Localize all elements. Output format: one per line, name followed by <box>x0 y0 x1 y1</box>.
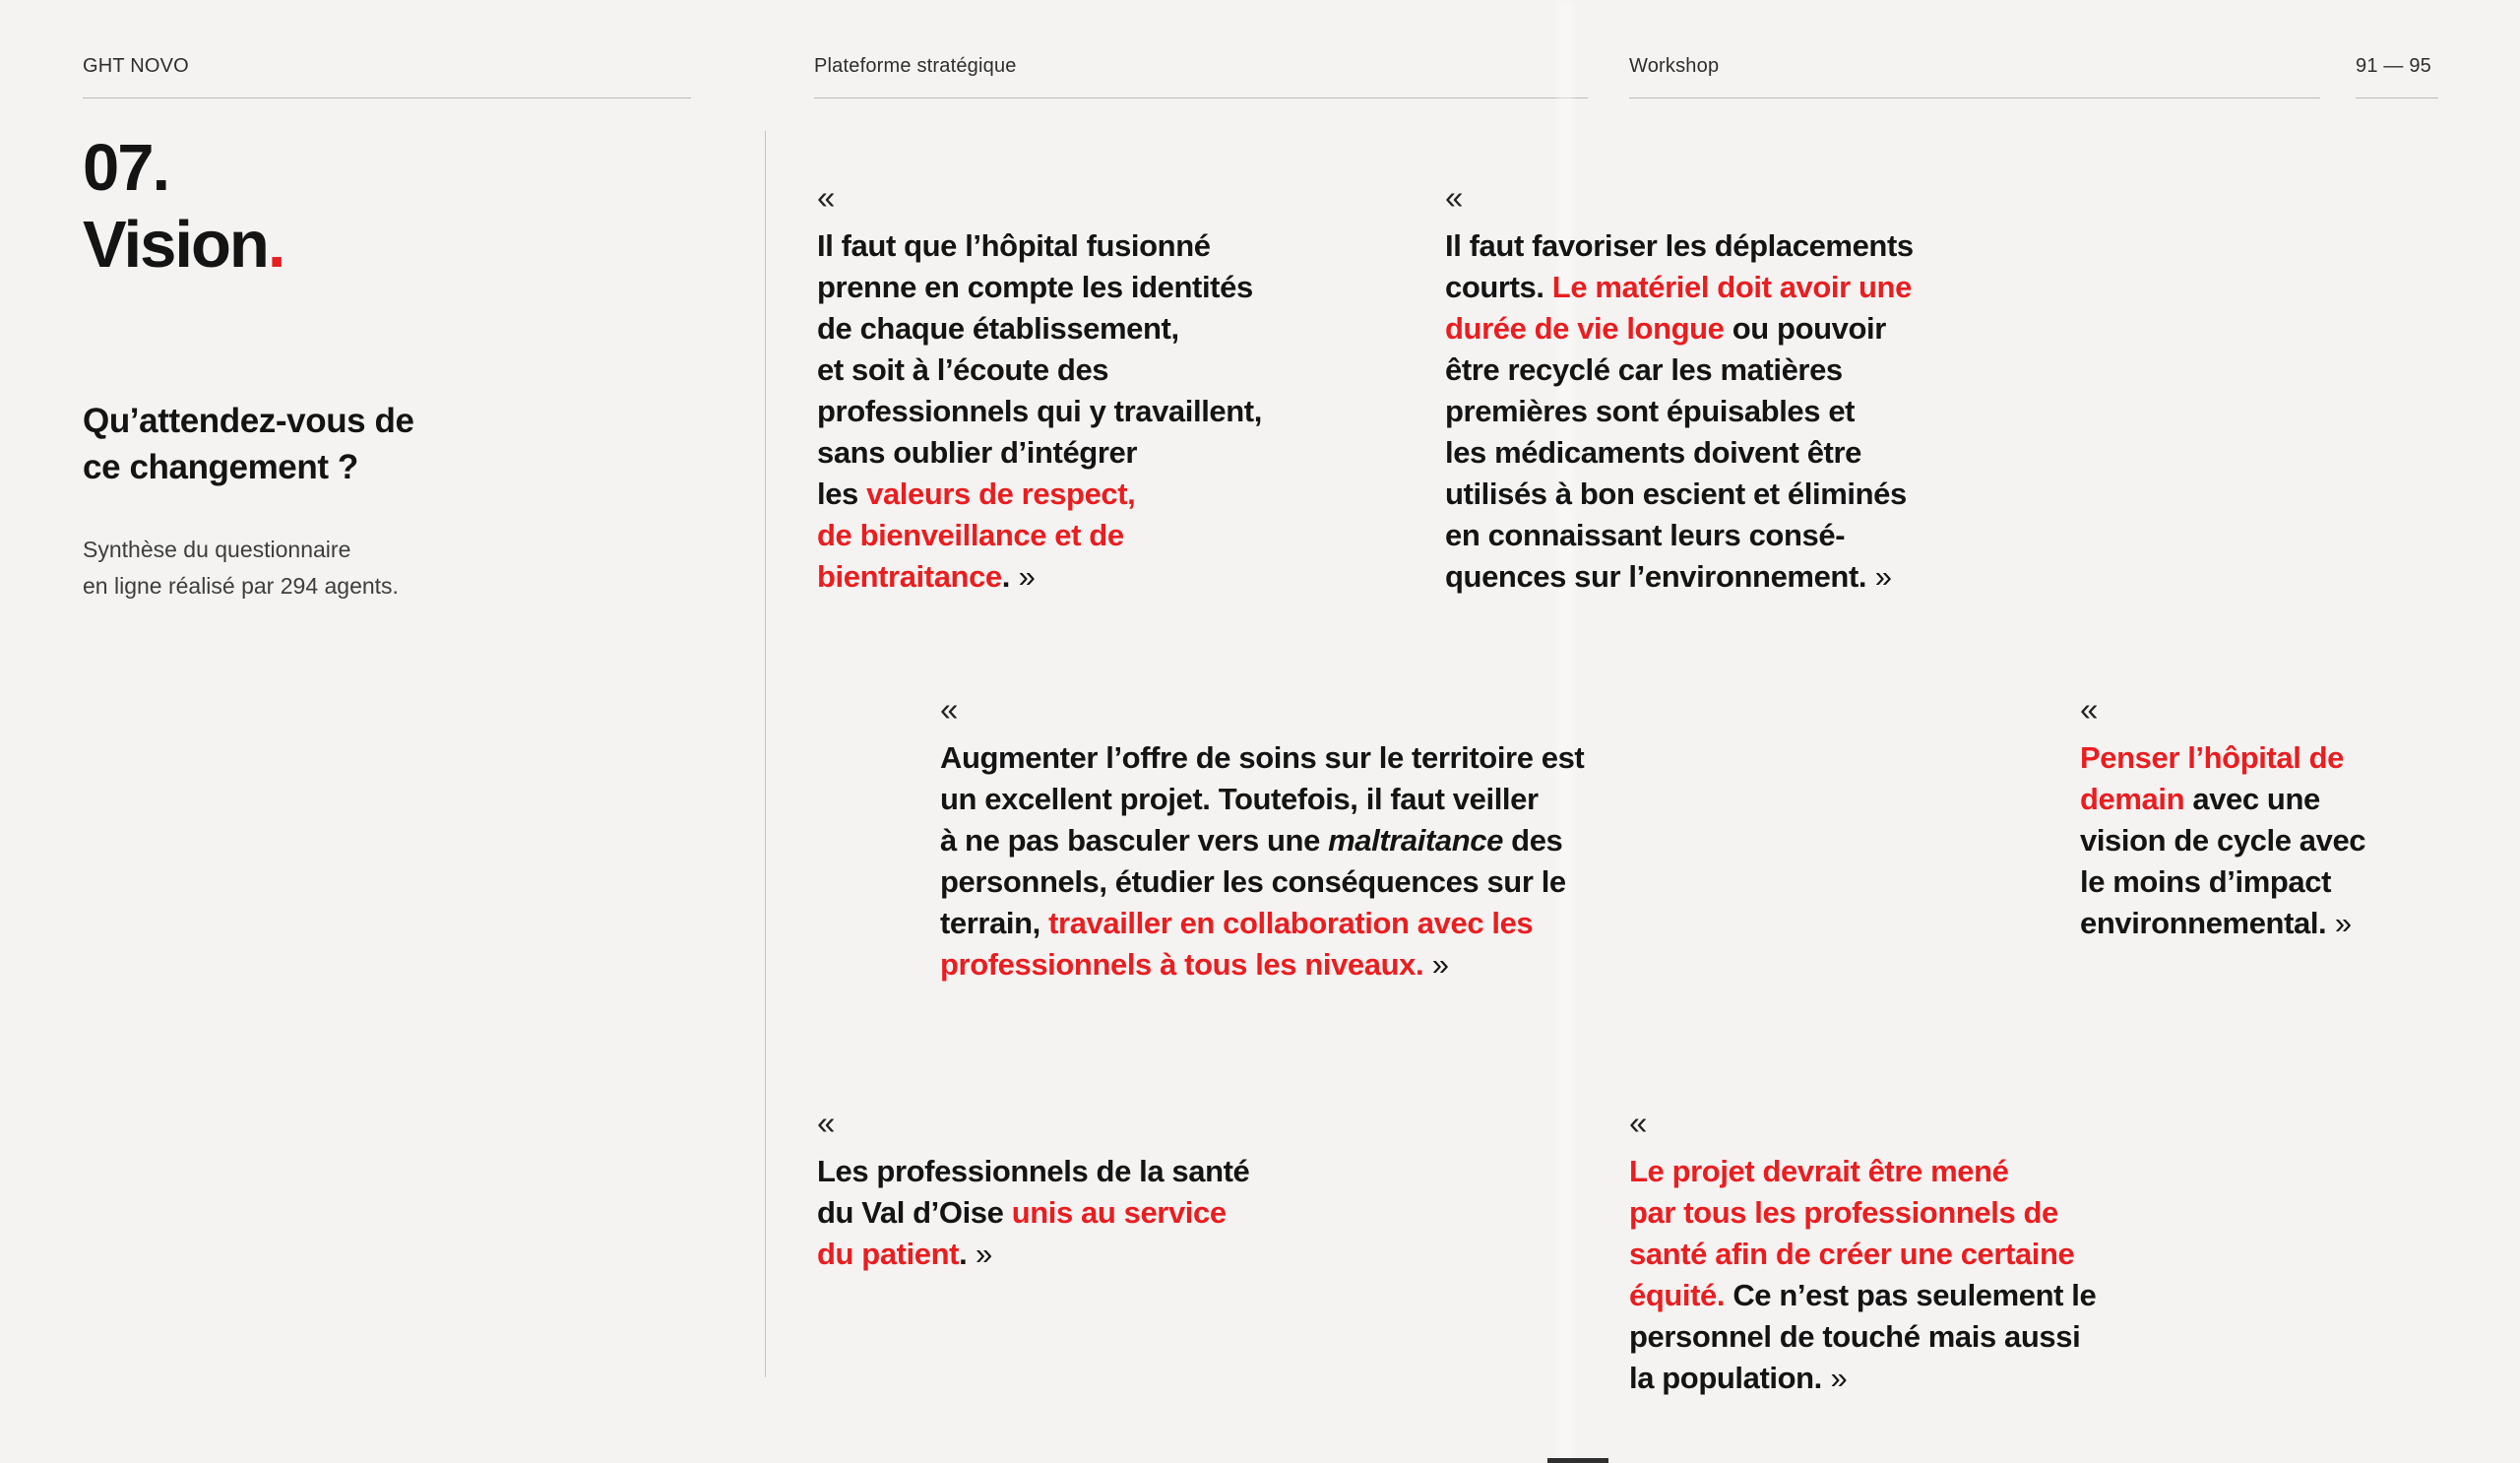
open-guillemet-icon: « <box>817 179 836 216</box>
quote-block-hopital-fusionne <box>817 181 1388 598</box>
quote-text: Penser l’hôpital de demain avec une vision de cycle avec le moins d’impact environnemental. » <box>2080 740 2366 940</box>
open-guillemet-icon: « <box>1445 179 1464 216</box>
open-guillemet-icon: « <box>817 1105 836 1141</box>
quote-text: Le projet devrait être mené par tous les professionnels de santé afin de créer une certaine équité. Ce n’est pas seulement le personnel de touché mais aussi la population. » <box>1629 1154 2097 1395</box>
header-section: Workshop <box>1629 55 2320 98</box>
quote-text: Augmenter l’offre de soins sur le territoire est un excellent projet. Toutefois, il faut veiller à ne pas basculer vers une maltraitance des personnels, étudier les conséquences sur le terrain, travailler en collaboration avec les professionnels à tous les niveaux. » <box>940 740 1585 982</box>
quote-block-val-doise <box>817 1107 1388 1275</box>
quote-block-offre-de-soins <box>940 693 1737 986</box>
survey-caption: Synthèse du questionnaire en ligne réalisé par 294 agents. <box>83 537 399 599</box>
header-page-numbers: 91 — 95 <box>2356 55 2438 98</box>
quote-text: Les professionnels de la santé du Val d’Oise unis au service du patient. » <box>817 1154 1250 1271</box>
bottom-page-mark <box>1547 1458 1608 1463</box>
open-guillemet-icon: « <box>940 691 959 728</box>
quote-block-projet-equite <box>1629 1107 2259 1399</box>
section-number: 07. <box>83 131 169 205</box>
header-brand: GHT NOVO <box>83 55 691 98</box>
quote-text: Il faut que l’hôpital fusionné prenne en compte les identités de chaque établissement, et soit à l’écoute des professionnels qui y travaillent, sans oublier d’intégrer les valeurs de respect, de bienveillance et de bientraitance. » <box>817 228 1262 594</box>
quote-block-deplacements-courts <box>1445 181 2055 598</box>
quote-block-hopital-de-demain <box>2080 693 2474 944</box>
header-doc-title: Plateforme stratégique <box>814 55 1588 98</box>
section-title-text: Vision. <box>83 207 284 282</box>
title-accent-dot: . <box>267 207 284 282</box>
quote-text: Il faut favoriser les déplacements courts. Le matériel doit avoir une durée de vie longue ou pouvoir être recyclé car les matières premières sont épuisables et les médicaments doivent être utilisés à bon escient et éliminés en connaissant leurs consé- quences sur l’environnement. » <box>1445 228 1914 594</box>
vertical-divider <box>765 131 766 1377</box>
open-guillemet-icon: « <box>2080 691 2099 728</box>
open-guillemet-icon: « <box>1629 1105 1648 1141</box>
question-heading: Qu’attendez-vous de ce changement ? <box>83 402 414 486</box>
section-title <box>83 130 284 283</box>
